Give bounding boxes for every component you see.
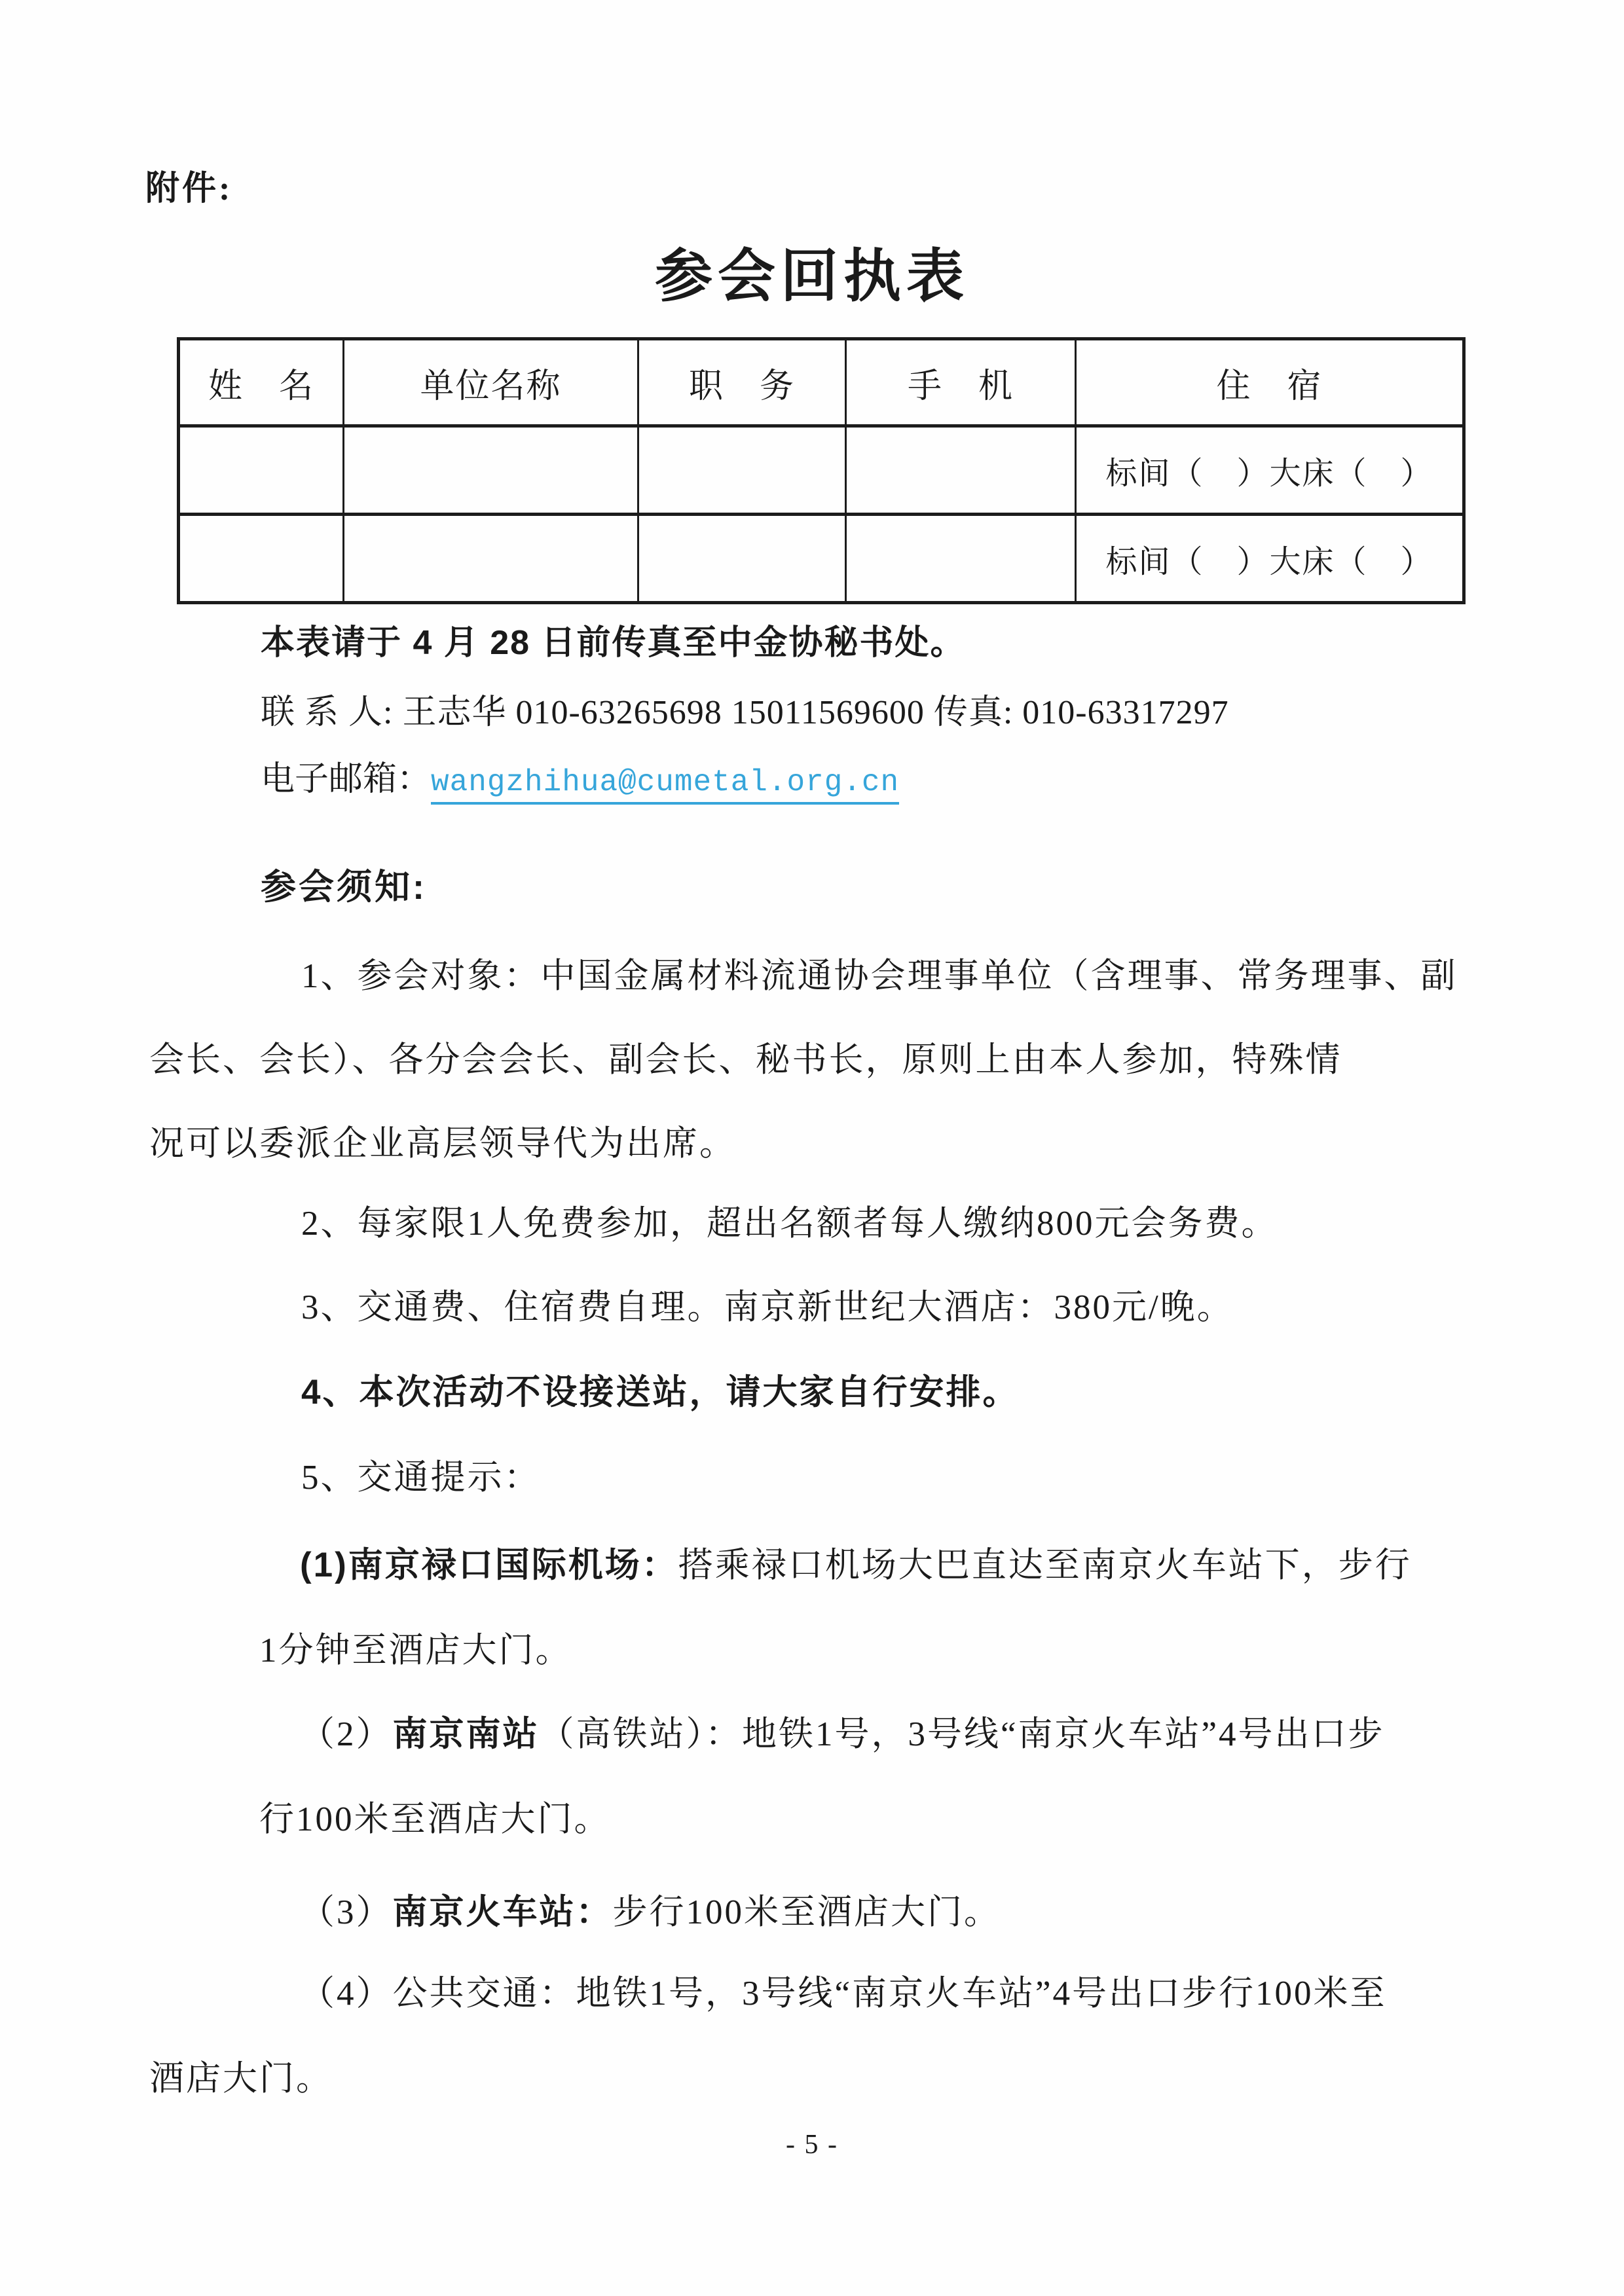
notice-sub3-line <box>300 1892 1001 1933</box>
notice-sub1-line2: 1分钟至酒店大门。 <box>259 1631 572 1669</box>
notice-item1-line1: 1、参会对象：中国金属材料流通协会理事单位（含理事、常务理事、副 <box>301 957 1458 995</box>
table-row <box>179 426 1464 515</box>
page-title: 参会回执表 <box>654 246 969 309</box>
table-row <box>179 515 1464 603</box>
notice-item5: 5、交通提示： <box>301 1459 541 1497</box>
notice-item1-line2: 会长、会长）、各分会会长、副会长、秘书长，原则上由本人参加，特殊情 <box>149 1041 1342 1079</box>
col-header-accommodation: 住 宿 <box>1076 339 1464 426</box>
sub3-rest: 步行100米至酒店大门。 <box>612 1893 1001 1931</box>
sub2-rest: （高铁站）：地铁1号，3号线“南京火车站”4号出口步 <box>539 1715 1385 1753</box>
col-header-position: 职 务 <box>638 339 846 426</box>
notice-sub2-line2: 行100米至酒店大门。 <box>259 1800 611 1838</box>
cell-mobile-row1[interactable] <box>846 426 1076 515</box>
notice-heading: 参会须知: <box>261 867 427 907</box>
table-header-row <box>179 339 1464 426</box>
cell-position-row2[interactable] <box>638 515 846 603</box>
notice-item2: 2、每家限1人免费参加，超出名额者每人缴纳800元会务费。 <box>301 1205 1278 1243</box>
sub2-lead: 南京南站 <box>392 1715 540 1753</box>
notice-item3: 3、交通费、住宿费自理。南京新世纪大酒店：380元/晚。 <box>301 1288 1234 1326</box>
sub3-lead: 南京火车站： <box>392 1893 613 1931</box>
attachment-label: 附件: <box>145 170 233 208</box>
notice-sub2-line1 <box>300 1714 1385 1755</box>
sub1-lead: (1)南京禄口国际机场： <box>300 1546 678 1584</box>
cell-accommodation-row2[interactable]: 标间（ ）大床（ ） <box>1076 515 1464 603</box>
col-header-name: 姓 名 <box>179 339 344 426</box>
email-line <box>261 759 899 800</box>
notice-sub4-line2: 酒店大门。 <box>149 2060 333 2098</box>
cell-position-row1[interactable] <box>638 426 846 515</box>
cell-unit-row2[interactable] <box>344 515 638 603</box>
email-link[interactable]: wangzhihua@cumetal.org.cn <box>431 765 899 805</box>
notice-sub4-line1: （4）公共交通：地铁1号，3号线“南京火车站”4号出口步行100米至 <box>300 1975 1387 2013</box>
email-label: 电子邮箱： <box>261 761 432 798</box>
contact-person-line: 联 系 人: 王志华 010-63265698 15011569600 传真: 010-63317297 <box>261 694 1229 731</box>
notice-item1-line3: 况可以委派企业高层领导代为出席。 <box>149 1125 736 1163</box>
sub1-rest: 搭乘禄口机场大巴直达至南京火车站下，步行 <box>678 1546 1412 1584</box>
cell-name-row2[interactable] <box>179 515 344 603</box>
col-header-mobile: 手 机 <box>846 339 1076 426</box>
notice-sub1-line1 <box>300 1545 1412 1586</box>
notice-item4: 4、本次活动不设接送站，请大家自行安排。 <box>301 1373 1020 1412</box>
cell-accommodation-row1[interactable]: 标间（ ）大床（ ） <box>1076 426 1464 515</box>
sub3-num: （3） <box>300 1893 393 1931</box>
fax-deadline-note: 本表请于 4 月 28 日前传真至中金协秘书处。 <box>261 624 966 662</box>
cell-unit-row1[interactable] <box>344 426 638 515</box>
cell-name-row1[interactable] <box>179 426 344 515</box>
reply-form-table <box>177 337 1466 604</box>
col-header-unit: 单位名称 <box>344 339 638 426</box>
cell-mobile-row2[interactable] <box>846 515 1076 603</box>
page-number: - 5 - <box>786 2130 838 2160</box>
sub2-num: （2） <box>300 1715 393 1753</box>
